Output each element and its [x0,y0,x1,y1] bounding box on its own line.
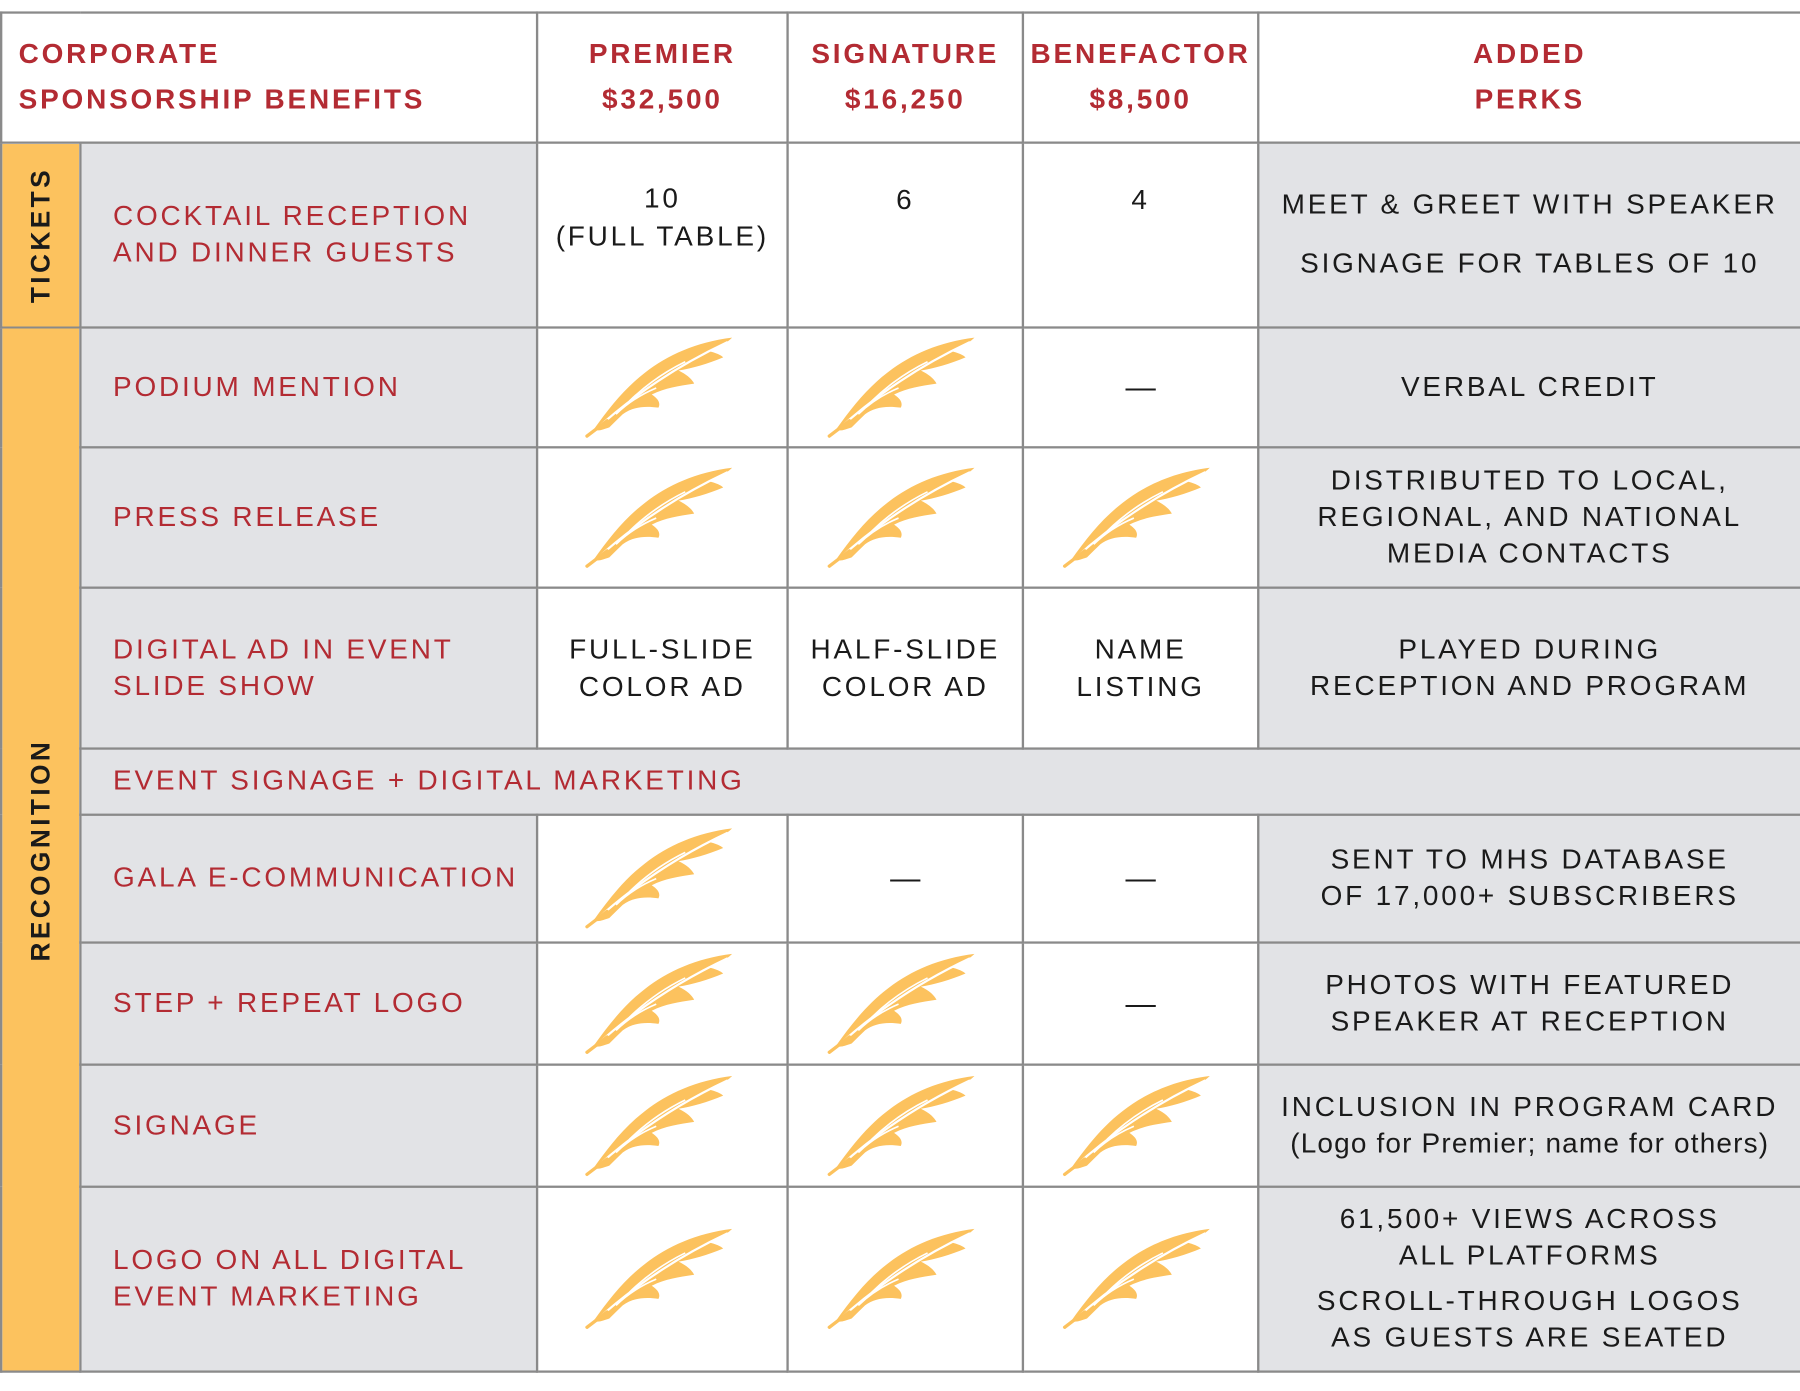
tickets-section-tab [1,143,80,328]
feather-icon [1059,1227,1222,1332]
row-label [80,447,537,587]
feather-icon [1059,465,1222,570]
table-row [1,447,1800,587]
tier-premier-price: $32,500 [602,84,723,116]
perk-line: (Logo for Premier; name for others) [1290,1127,1770,1159]
row-label [80,1065,537,1187]
section-heading-row [1,749,1800,815]
perk-cell [1258,588,1800,749]
signature-value [788,1065,1023,1187]
feather-icon [581,951,744,1056]
signature-value [788,1187,1023,1372]
feather-icon [581,465,744,570]
perk-line: INCLUSION IN PROGRAM CARD [1281,1091,1779,1123]
perk-cell [1258,943,1800,1065]
benefactor-value [1023,327,1258,447]
benefactor-value [1023,943,1258,1065]
tier-signature-name: SIGNATURE [811,38,1000,70]
table-row [1,327,1800,447]
section-heading: EVENT SIGNAGE + DIGITAL MARKETING [80,749,1800,815]
row-label-line: SIGNAGE [113,1109,261,1141]
row-label [80,1187,537,1372]
not-included-dash: — [1125,985,1156,1020]
perk-line: VERBAL CREDIT [1400,371,1659,403]
value-line: LISTING [1076,671,1205,703]
perk-line: PLAYED DURING [1398,633,1662,665]
benefactor-value [1023,447,1258,587]
tier-signature-header [788,13,1023,143]
value-line: COLOR AD [821,671,989,703]
perk-line: REGIONAL, AND NATIONAL [1317,501,1743,533]
title-line-1: CORPORATE [18,38,221,70]
signature-value [788,327,1023,447]
perk-line: AS GUESTS ARE SEATED [1331,1322,1729,1354]
signature-value [788,447,1023,587]
sponsorship-benefits-table [0,11,1800,1372]
tier-premier-name: PREMIER [588,38,736,70]
perk-line: SENT TO MHS DATABASE [1330,844,1729,876]
row-label [80,943,537,1065]
feather-icon [824,465,987,570]
row-label [80,327,537,447]
premier-value [537,447,787,587]
perk-line: SPEAKER AT RECEPTION [1330,1005,1729,1037]
tier-premier-header [537,13,787,143]
title-line-2: SPONSORSHIP BENEFITS [18,84,426,116]
perk-cell [1258,143,1800,328]
value-line: FULL-SLIDE [569,633,756,665]
premier-value [537,815,787,943]
row-label-line: AND DINNER GUESTS [113,237,458,269]
perk-line: SIGNAGE FOR TABLES OF 10 [1300,248,1760,280]
table-title [1,13,537,143]
recognition-section-tab [1,327,80,1371]
row-label-line: STEP + REPEAT LOGO [113,987,466,1019]
row-label-line: PODIUM MENTION [113,371,401,403]
signature-value [788,143,1023,328]
perk-line: RECEPTION AND PROGRAM [1310,670,1750,702]
perk-line: DISTRIBUTED TO LOCAL, [1330,464,1729,496]
feather-icon [824,951,987,1056]
tier-signature-price: $16,250 [844,84,966,116]
premier-value [537,943,787,1065]
feather-icon [581,1073,744,1178]
perk-line: MEET & GREET WITH SPEAKER [1281,189,1778,221]
row-label-line: SLIDE SHOW [113,670,317,702]
recognition-section-label: RECOGNITION [25,738,56,961]
feather-icon [581,1227,744,1332]
benefactor-value [1023,1187,1258,1372]
perk-cell [1258,815,1800,943]
feather-icon [824,1073,987,1178]
table-row [1,1187,1800,1372]
value-line: 6 [896,184,915,216]
value-line: (FULL TABLE) [555,221,769,253]
perks-line-1: ADDED [1473,38,1587,70]
premier-value [537,1065,787,1187]
feather-icon [1059,1073,1222,1178]
perk-cell [1258,327,1800,447]
row-label [80,588,537,749]
row-label [80,815,537,943]
perk-cell [1258,1065,1800,1187]
benefactor-value [1023,1065,1258,1187]
signature-value [788,815,1023,943]
table-header-row [1,13,1800,143]
signature-value [788,588,1023,749]
table-row [1,943,1800,1065]
row-label-line: COCKTAIL RECEPTION [113,200,471,232]
row-label-line: PRESS RELEASE [113,501,381,533]
tier-benefactor-name: BENEFACTOR [1030,38,1251,70]
benefactor-value [1023,815,1258,943]
value-line: COLOR AD [578,671,746,703]
perk-cell [1258,447,1800,587]
feather-icon [581,826,744,931]
feather-icon [581,335,744,440]
benefactor-value [1023,143,1258,328]
perk-line: ALL PLATFORMS [1398,1240,1661,1272]
row-label-line: DIGITAL AD IN EVENT [113,633,454,665]
value-line: 4 [1131,184,1150,216]
perk-line: SCROLL-THROUGH LOGOS [1316,1286,1743,1317]
perk-line: PHOTOS WITH FEATURED [1325,969,1735,1001]
tier-benefactor-price: $8,500 [1089,84,1192,116]
benefactor-value [1023,588,1258,749]
perk-line: 61,500+ VIEWS ACROSS [1339,1203,1720,1235]
tier-benefactor-header [1023,13,1258,143]
premier-value [537,327,787,447]
not-included-dash: — [890,860,921,895]
value-line: NAME [1094,633,1187,665]
table-row [1,143,1800,328]
signature-value [788,943,1023,1065]
row-label [80,143,537,328]
perk-line: OF 17,000+ SUBSCRIBERS [1320,880,1739,912]
not-included-dash: — [1125,860,1156,895]
value-line: HALF-SLIDE [810,633,1001,665]
feather-icon [824,335,987,440]
row-label-line: GALA E-COMMUNICATION [113,862,518,894]
table-row [1,588,1800,749]
row-label-line: EVENT MARKETING [113,1281,422,1313]
perk-line: MEDIA CONTACTS [1386,538,1673,569]
perk-cell [1258,1187,1800,1372]
table-row [1,815,1800,943]
added-perks-header [1258,13,1800,143]
perks-line-2: PERKS [1474,84,1585,116]
not-included-dash: — [1125,369,1156,404]
premier-value [537,143,787,328]
premier-value [537,1187,787,1372]
premier-value [537,588,787,749]
feather-icon [824,1227,987,1332]
table-row [1,1065,1800,1187]
tickets-section-label: TICKETS [25,166,56,304]
row-label-line: LOGO ON ALL DIGITAL [113,1244,467,1276]
value-line: 10 [643,183,681,215]
